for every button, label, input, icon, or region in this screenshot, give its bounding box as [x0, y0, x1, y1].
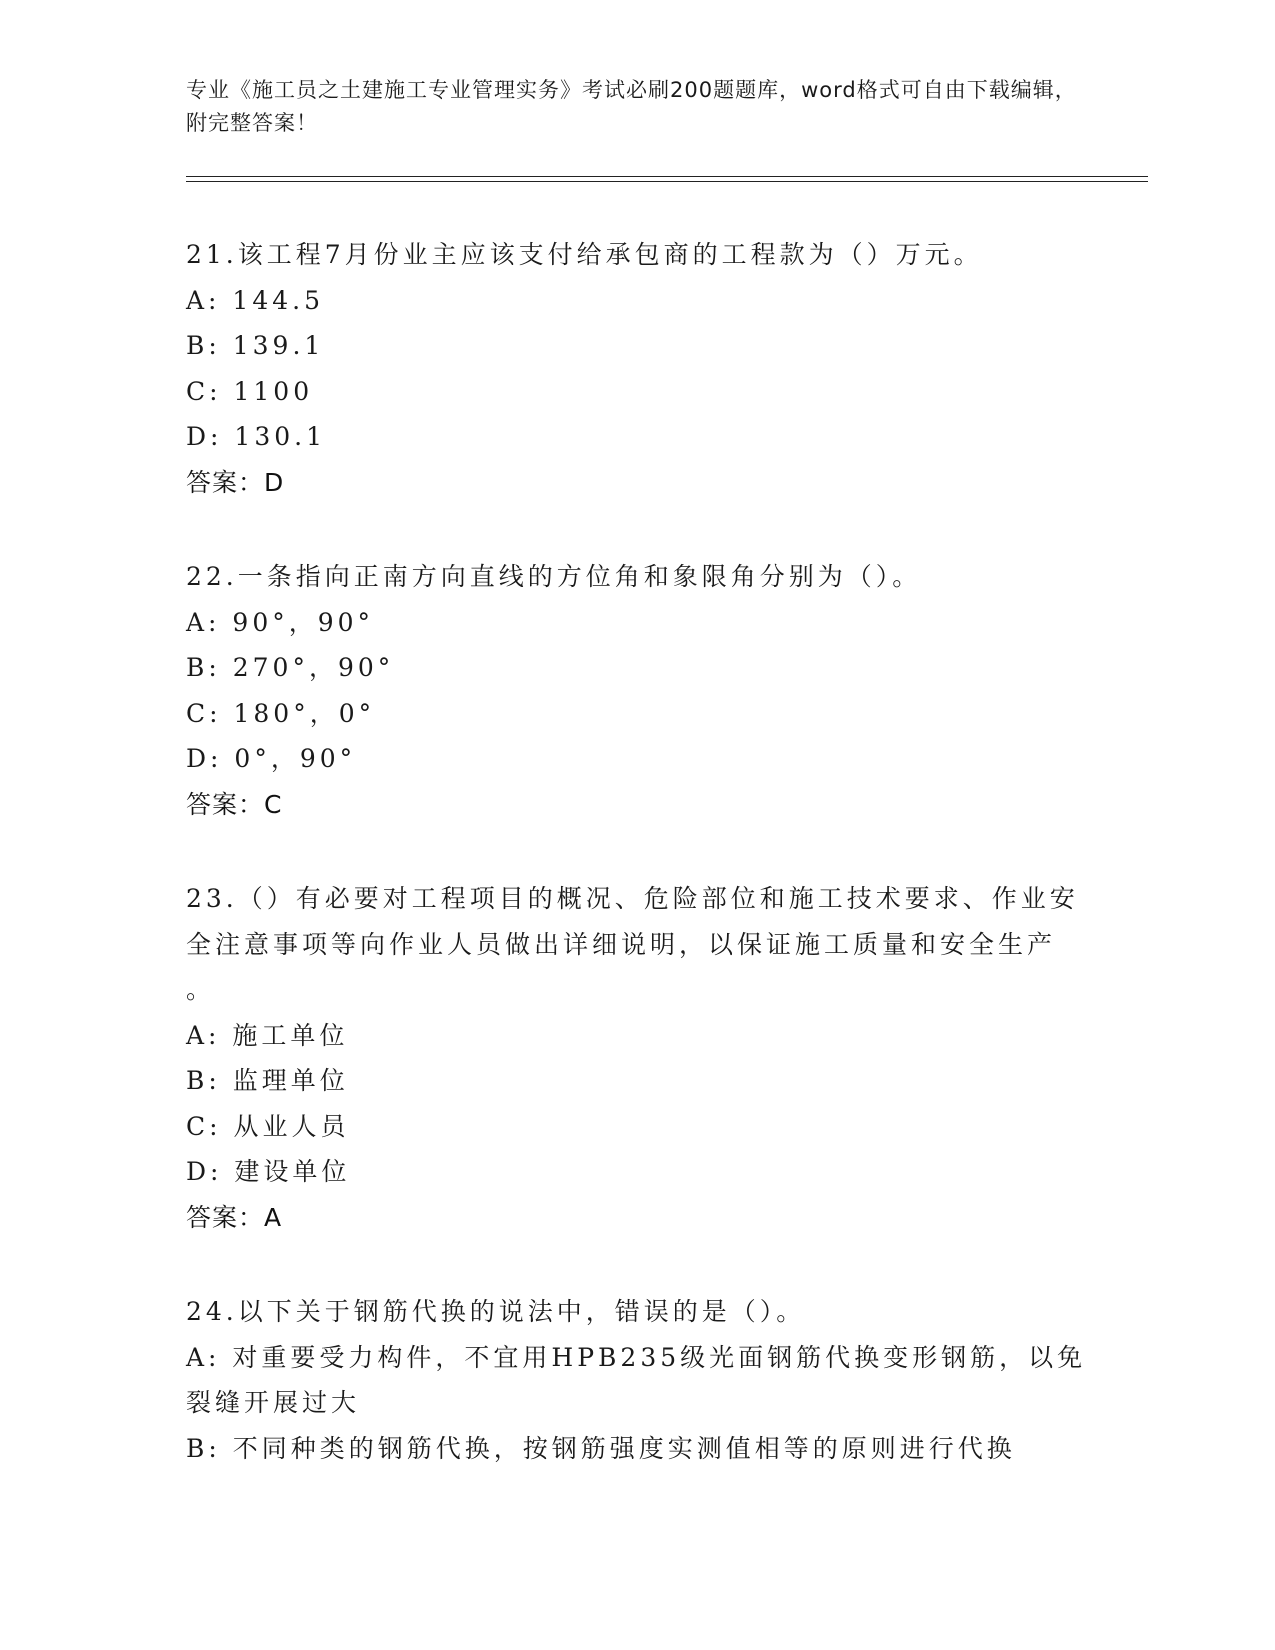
answer-label: 答案：A [186, 1202, 283, 1232]
question-stem: 24.以下关于钢筋代换的说法中，错误的是（）。 [186, 1297, 806, 1326]
option-b: B: 270°，90° [186, 653, 395, 682]
document-header: 专业《施工员之土建施工专业管理实务》考试必刷200题题库，word格式可自由下载编辑，附完整答案！ [186, 78, 1077, 135]
option-d: D: 建设单位 [186, 1157, 351, 1186]
option-c: C: 1100 [186, 376, 314, 406]
option-b: B: 监理单位 [186, 1066, 349, 1095]
question-stem-line-2: 全注意事项等向作业人员做出详细说明，以保证施工质量和安全生产 [186, 929, 1057, 959]
option-a-line-1: A: 对重要受力构件，不宜用HPB235级光面钢筋代换变形钢筋，以免 [186, 1342, 1087, 1372]
question-21 [186, 232, 1086, 505]
question-list [186, 232, 1086, 1520]
header-divider-top [186, 176, 1148, 177]
answer-label: 答案：D [186, 467, 285, 497]
question-stem: 21.该工程7月份业主应该支付给承包商的工程款为（）万元。 [186, 240, 983, 269]
option-d: D: 0°，90° [186, 744, 357, 773]
answer-label: 答案：C [186, 789, 283, 819]
question-stem-line-3: 。 [186, 975, 216, 1004]
question-stem-line-1: 23.（）有必要对工程项目的概况、危险部位和施工技术要求、作业安 [186, 884, 1079, 913]
question-stem: 22.一条指向正南方向直线的方位角和象限角分别为（）。 [186, 562, 922, 591]
question-22 [186, 554, 1086, 827]
option-d: D: 130.1 [186, 422, 326, 451]
option-a: A: 144.5 [186, 285, 324, 315]
option-c: C: 从业人员 [186, 1111, 350, 1141]
option-a-line-2: 裂缝开展过大 [186, 1388, 361, 1417]
option-b: B: 不同种类的钢筋代换，按钢筋强度实测值相等的原则进行代换 [186, 1433, 1016, 1463]
option-b: B: 139.1 [186, 331, 325, 360]
option-c: C: 180°，0° [186, 698, 376, 728]
option-a: A: 90°，90° [186, 607, 375, 637]
question-24 [186, 1289, 1086, 1471]
question-23 [186, 876, 1086, 1240]
header-divider-bottom [186, 181, 1148, 182]
option-a: A: 施工单位 [186, 1020, 349, 1050]
